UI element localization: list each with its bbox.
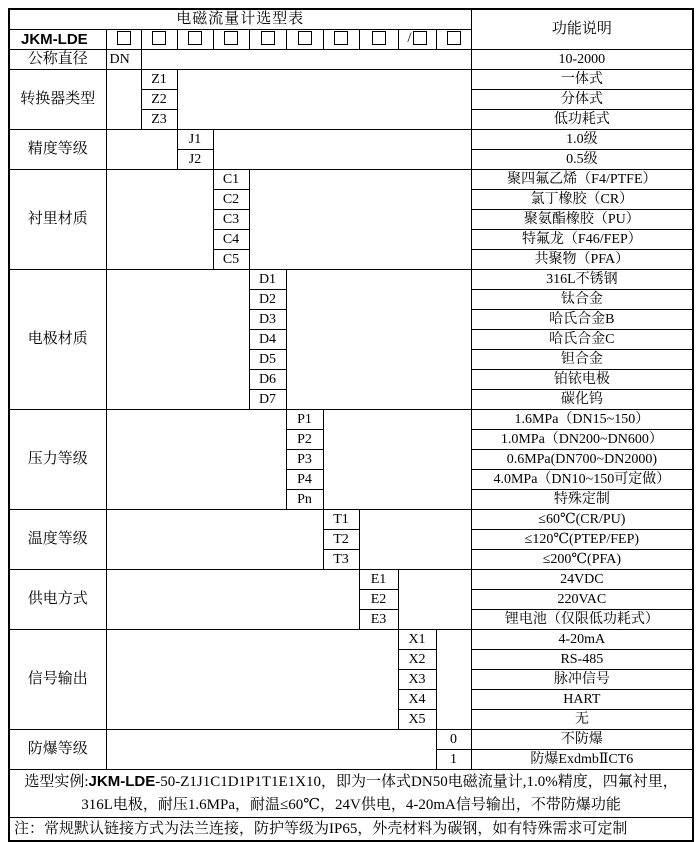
checkbox[interactable]	[372, 31, 386, 45]
table-title: 电磁流量计选型表	[9, 9, 471, 30]
code-cell-dn: DN	[106, 50, 141, 70]
table-row	[9, 130, 693, 150]
code-box-1	[106, 30, 141, 50]
note-text: 注：常规默认链接方式为法兰连接，防护等级为IP65，外壳材料为碳钢，如有特殊需求可定制	[9, 818, 693, 842]
example-model: JKM-LDE	[88, 773, 156, 790]
param-label-accuracy: 精度等级	[9, 130, 106, 170]
code-cell: D4	[249, 330, 286, 350]
code-cell: J2	[177, 150, 213, 170]
value-cell: 锂电池（仅限低功耗式）	[471, 610, 693, 630]
code-box-10	[436, 30, 471, 50]
code-cell: X5	[398, 710, 436, 730]
code-cell: D6	[249, 370, 286, 390]
value-cell: ≤120℃(PTEP/FEP)	[471, 530, 693, 550]
code-box-3	[177, 30, 213, 50]
code-cell: X3	[398, 670, 436, 690]
table-row	[9, 410, 693, 430]
selection-table	[8, 8, 694, 842]
spacer-cell	[323, 410, 471, 510]
table-row	[9, 70, 693, 90]
checkbox[interactable]	[413, 31, 427, 45]
code-cell: D2	[249, 290, 286, 310]
value-cell: ≤200℃(PFA)	[471, 550, 693, 570]
value-cell: 24VDC	[471, 570, 693, 590]
spacer-cell	[106, 510, 323, 570]
code-cell: E3	[359, 610, 398, 630]
value-cell: 防爆ExdmbⅡCT6	[471, 750, 693, 770]
value-cell: 不防爆	[471, 730, 693, 750]
code-cell: P4	[286, 470, 323, 490]
code-cell: T1	[323, 510, 359, 530]
code-cell: T3	[323, 550, 359, 570]
checkbox[interactable]	[334, 31, 348, 45]
value-cell: RS-485	[471, 650, 693, 670]
code-cell: E1	[359, 570, 398, 590]
code-cell: Z3	[141, 110, 177, 130]
table-row	[9, 170, 693, 190]
spacer-cell	[286, 270, 471, 410]
code-cell: Z2	[141, 90, 177, 110]
checkbox[interactable]	[117, 31, 131, 45]
spacer-cell	[106, 270, 249, 410]
checkbox[interactable]	[298, 31, 312, 45]
spacer-cell	[177, 70, 471, 130]
value-cell: ≤60℃(CR/PU)	[471, 510, 693, 530]
spacer-cell	[359, 510, 471, 570]
param-label-converter: 转换器类型	[9, 70, 106, 130]
param-label-temperature: 温度等级	[9, 510, 106, 570]
checkbox[interactable]	[188, 31, 202, 45]
function-header: 功能说明	[471, 9, 693, 50]
table-row	[9, 570, 693, 590]
checkbox[interactable]	[447, 31, 461, 45]
checkbox[interactable]	[224, 31, 238, 45]
checkbox[interactable]	[152, 31, 166, 45]
code-cell: X2	[398, 650, 436, 670]
param-label-signal: 信号输出	[9, 630, 106, 730]
code-cell: P1	[286, 410, 323, 430]
value-cell: 0.6MPa(DN700~DN2000)	[471, 450, 693, 470]
code-cell: C4	[213, 230, 249, 250]
spacer-cell	[106, 630, 398, 730]
value-cell: 1.0级	[471, 130, 693, 150]
value-cell: 钛合金	[471, 290, 693, 310]
table-row	[9, 270, 693, 290]
value-cell: 哈氏合金C	[471, 330, 693, 350]
code-cell: C1	[213, 170, 249, 190]
param-label-pressure: 压力等级	[9, 410, 106, 510]
value-cell: 哈氏合金B	[471, 310, 693, 330]
param-label-power: 供电方式	[9, 570, 106, 630]
spacer-cell	[106, 170, 213, 270]
value-cell: 脉冲信号	[471, 670, 693, 690]
spacer-cell	[398, 570, 471, 630]
value-cell: 1.0MPa（DN200~DN600）	[471, 430, 693, 450]
code-cell: J1	[177, 130, 213, 150]
value-cell: 一体式	[471, 70, 693, 90]
value-cell-dn: 10-2000	[471, 50, 693, 70]
example-row	[9, 770, 693, 818]
value-cell: 共聚物（PFA）	[471, 250, 693, 270]
param-label-lining: 衬里材质	[9, 170, 106, 270]
value-cell: 碳化钨	[471, 390, 693, 410]
value-cell: 1.6MPa（DN15~150）	[471, 410, 693, 430]
code-box-4	[213, 30, 249, 50]
table-row	[9, 510, 693, 530]
value-cell: 分体式	[471, 90, 693, 110]
example-line1: -50-Z1J1C1D1P1T1E1X10，即为一体式DN50电磁流量计,1.0%精度，四氟衬里，	[155, 774, 678, 790]
param-label-electrode: 电极材质	[9, 270, 106, 410]
code-cell: D3	[249, 310, 286, 330]
value-cell: 聚四氟乙烯（F4/PTFE）	[471, 170, 693, 190]
value-cell: 氯丁橡胶（CR）	[471, 190, 693, 210]
table-row	[9, 730, 693, 750]
table-row	[9, 630, 693, 650]
code-cell: C2	[213, 190, 249, 210]
model-label: JKM-LDE	[9, 30, 106, 50]
spacer-cell	[436, 630, 471, 730]
code-box-7	[323, 30, 359, 50]
code-cell: X1	[398, 630, 436, 650]
value-cell: 0.5级	[471, 150, 693, 170]
code-cell: D7	[249, 390, 286, 410]
param-label-explosionproof: 防爆等级	[9, 730, 106, 770]
value-cell: 聚氨酯橡胶（PU）	[471, 210, 693, 230]
note-row	[9, 818, 693, 842]
code-cell: D1	[249, 270, 286, 290]
spacer-cell	[106, 570, 359, 630]
code-box-6	[286, 30, 323, 50]
code-cell: D5	[249, 350, 286, 370]
code-cell: X4	[398, 690, 436, 710]
value-cell: 220VAC	[471, 590, 693, 610]
code-cell: E2	[359, 590, 398, 610]
code-box-5	[249, 30, 286, 50]
value-cell: 特殊定制	[471, 490, 693, 510]
code-cell: 1	[436, 750, 471, 770]
value-cell: 4-20mA	[471, 630, 693, 650]
dn-row	[9, 50, 693, 70]
spacer-cell	[106, 730, 436, 770]
example-line2: 316L电极，耐压1.6MPa，耐温≤60℃，24V供电，4-20mA信号输出，不带防爆功能	[81, 797, 621, 813]
title-row	[9, 9, 693, 30]
spacer-cell	[213, 130, 471, 170]
value-cell: 钽合金	[471, 350, 693, 370]
code-box-8	[359, 30, 398, 50]
value-cell: 无	[471, 710, 693, 730]
spacer-cell	[141, 50, 471, 70]
spacer-cell	[249, 170, 471, 270]
value-cell: 316L不锈钢	[471, 270, 693, 290]
spacer-cell	[106, 410, 286, 510]
code-cell: P2	[286, 430, 323, 450]
checkbox[interactable]	[261, 31, 275, 45]
param-label-dn: 公称直径	[9, 50, 106, 70]
code-cell: Z1	[141, 70, 177, 90]
example-text	[9, 770, 693, 818]
value-cell: 低功耗式	[471, 110, 693, 130]
value-cell: HART	[471, 690, 693, 710]
code-cell: P3	[286, 450, 323, 470]
code-cell: Pn	[286, 490, 323, 510]
slash-separator: /	[407, 29, 412, 46]
code-cell: C5	[213, 250, 249, 270]
spacer-cell	[106, 70, 141, 130]
code-box-2	[141, 30, 177, 50]
value-cell: 特氟龙（F46/FEP）	[471, 230, 693, 250]
code-cell: 0	[436, 730, 471, 750]
example-prefix: 选型实例:	[24, 774, 89, 790]
spacer-cell	[106, 130, 177, 170]
value-cell: 4.0MPa（DN10~150可定做）	[471, 470, 693, 490]
code-cell: C3	[213, 210, 249, 230]
value-cell: 铂铱电极	[471, 370, 693, 390]
code-cell: T2	[323, 530, 359, 550]
code-box-9	[398, 30, 436, 50]
